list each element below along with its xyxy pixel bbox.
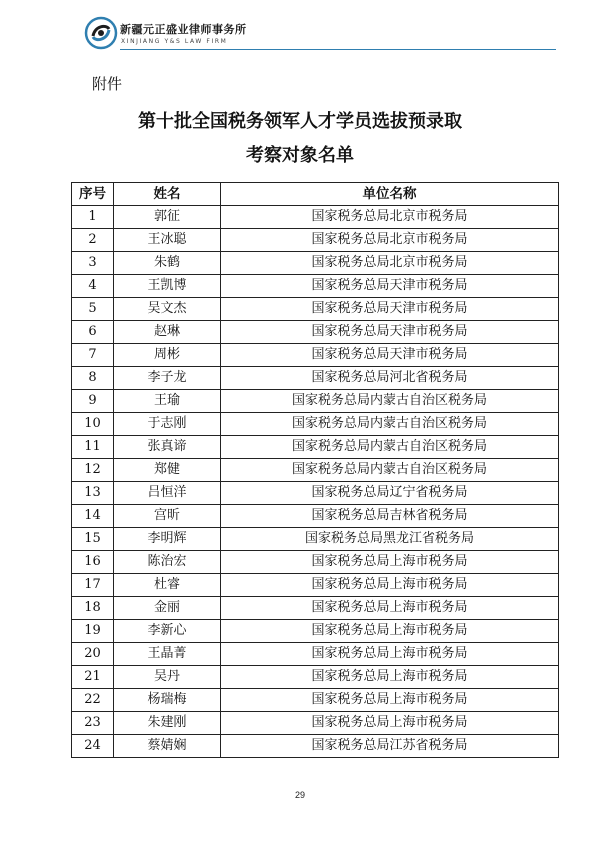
cell-name: 王凯博 (114, 275, 221, 298)
cell-unit: 国家税务总局天津市税务局 (221, 275, 559, 298)
page-number: 29 (294, 790, 305, 800)
cell-unit: 国家税务总局上海市税务局 (221, 712, 559, 735)
cell-unit: 国家税务总局江苏省税务局 (221, 735, 559, 758)
cell-index: 1 (72, 206, 114, 229)
table-row (72, 367, 559, 390)
firm-name-cn: 新疆元正盛业律师事务所 (120, 23, 247, 36)
table-row (72, 459, 559, 482)
cell-index: 22 (72, 689, 114, 712)
cell-index: 10 (72, 413, 114, 436)
table-row (72, 643, 559, 666)
table-row (72, 528, 559, 551)
cell-name: 李明辉 (114, 528, 221, 551)
cell-name: 朱建刚 (114, 712, 221, 735)
firm-logo-icon (84, 16, 118, 50)
table-row (72, 551, 559, 574)
cell-index: 24 (72, 735, 114, 758)
table-row (72, 735, 559, 758)
cell-unit: 国家税务总局上海市税务局 (221, 551, 559, 574)
cell-index: 20 (72, 643, 114, 666)
document-subtitle: 考察对象名单 (246, 145, 354, 166)
cell-name: 金丽 (114, 597, 221, 620)
cell-index: 6 (72, 321, 114, 344)
cell-name: 王晶菁 (114, 643, 221, 666)
cell-index: 9 (72, 390, 114, 413)
letterhead (84, 14, 324, 54)
cell-unit: 国家税务总局河北省税务局 (221, 367, 559, 390)
cell-unit: 国家税务总局北京市税务局 (221, 252, 559, 275)
cell-index: 18 (72, 597, 114, 620)
cell-unit: 国家税务总局内蒙古自治区税务局 (221, 413, 559, 436)
cell-index: 17 (72, 574, 114, 597)
cell-unit: 国家税务总局吉林省税务局 (221, 505, 559, 528)
table-row (72, 321, 559, 344)
cell-index: 11 (72, 436, 114, 459)
table-row (72, 413, 559, 436)
table-row (72, 689, 559, 712)
cell-unit: 国家税务总局天津市税务局 (221, 321, 559, 344)
table-row (72, 298, 559, 321)
table-row (72, 574, 559, 597)
table-row (72, 505, 559, 528)
firm-name-en: XINJIANG Y&S LAW FIRM (121, 38, 228, 45)
cell-unit: 国家税务总局内蒙古自治区税务局 (221, 459, 559, 482)
cell-index: 21 (72, 666, 114, 689)
cell-name: 杨瑞梅 (114, 689, 221, 712)
table-row (72, 252, 559, 275)
table-row (72, 206, 559, 229)
cell-name: 吕恒洋 (114, 482, 221, 505)
header-unit: 单位名称 (221, 183, 559, 206)
cell-unit: 国家税务总局北京市税务局 (221, 206, 559, 229)
cell-unit: 国家税务总局上海市税务局 (221, 689, 559, 712)
cell-index: 14 (72, 505, 114, 528)
cell-unit: 国家税务总局内蒙古自治区税务局 (221, 436, 559, 459)
cell-unit: 国家税务总局辽宁省税务局 (221, 482, 559, 505)
cell-name: 陈治宏 (114, 551, 221, 574)
cell-index: 2 (72, 229, 114, 252)
table-row (72, 390, 559, 413)
cell-name: 杜睿 (114, 574, 221, 597)
cell-index: 16 (72, 551, 114, 574)
cell-name: 郑健 (114, 459, 221, 482)
cell-name: 张真谛 (114, 436, 221, 459)
cell-name: 蔡婧娴 (114, 735, 221, 758)
cell-name: 于志刚 (114, 413, 221, 436)
cell-unit: 国家税务总局上海市税务局 (221, 643, 559, 666)
cell-unit: 国家税务总局天津市税务局 (221, 344, 559, 367)
cell-unit: 国家税务总局上海市税务局 (221, 620, 559, 643)
cell-name: 吴文杰 (114, 298, 221, 321)
cell-unit: 国家税务总局内蒙古自治区税务局 (221, 390, 559, 413)
table-header-row (72, 183, 559, 206)
cell-unit: 国家税务总局黑龙江省税务局 (221, 528, 559, 551)
cell-unit: 国家税务总局上海市税务局 (221, 574, 559, 597)
cell-name: 李子龙 (114, 367, 221, 390)
cell-index: 12 (72, 459, 114, 482)
cell-name: 宫昕 (114, 505, 221, 528)
attachment-label: 附件 (92, 75, 123, 93)
cell-unit: 国家税务总局上海市税务局 (221, 666, 559, 689)
cell-index: 7 (72, 344, 114, 367)
header-name: 姓名 (114, 183, 221, 206)
table-row (72, 482, 559, 505)
cell-index: 4 (72, 275, 114, 298)
table-row (72, 666, 559, 689)
table-row (72, 620, 559, 643)
cell-name: 郭征 (114, 206, 221, 229)
cell-name: 朱鹤 (114, 252, 221, 275)
cell-name: 赵琳 (114, 321, 221, 344)
table-row (72, 275, 559, 298)
cell-name: 周彬 (114, 344, 221, 367)
cell-index: 3 (72, 252, 114, 275)
cell-index: 8 (72, 367, 114, 390)
table-row (72, 597, 559, 620)
header-divider (120, 49, 556, 50)
cell-unit: 国家税务总局上海市税务局 (221, 597, 559, 620)
table-row (72, 344, 559, 367)
cell-name: 李新心 (114, 620, 221, 643)
cell-name: 王冰聪 (114, 229, 221, 252)
table-row (72, 712, 559, 735)
cell-index: 19 (72, 620, 114, 643)
cell-unit: 国家税务总局北京市税务局 (221, 229, 559, 252)
cell-name: 王瑜 (114, 390, 221, 413)
cell-name: 吴丹 (114, 666, 221, 689)
cell-index: 23 (72, 712, 114, 735)
document-title: 第十批全国税务领军人才学员选拔预录取 (138, 111, 462, 132)
cell-index: 5 (72, 298, 114, 321)
candidate-table (71, 182, 559, 758)
table-row (72, 229, 559, 252)
cell-index: 13 (72, 482, 114, 505)
cell-unit: 国家税务总局天津市税务局 (221, 298, 559, 321)
header-index: 序号 (72, 183, 114, 206)
table-row (72, 436, 559, 459)
cell-index: 15 (72, 528, 114, 551)
